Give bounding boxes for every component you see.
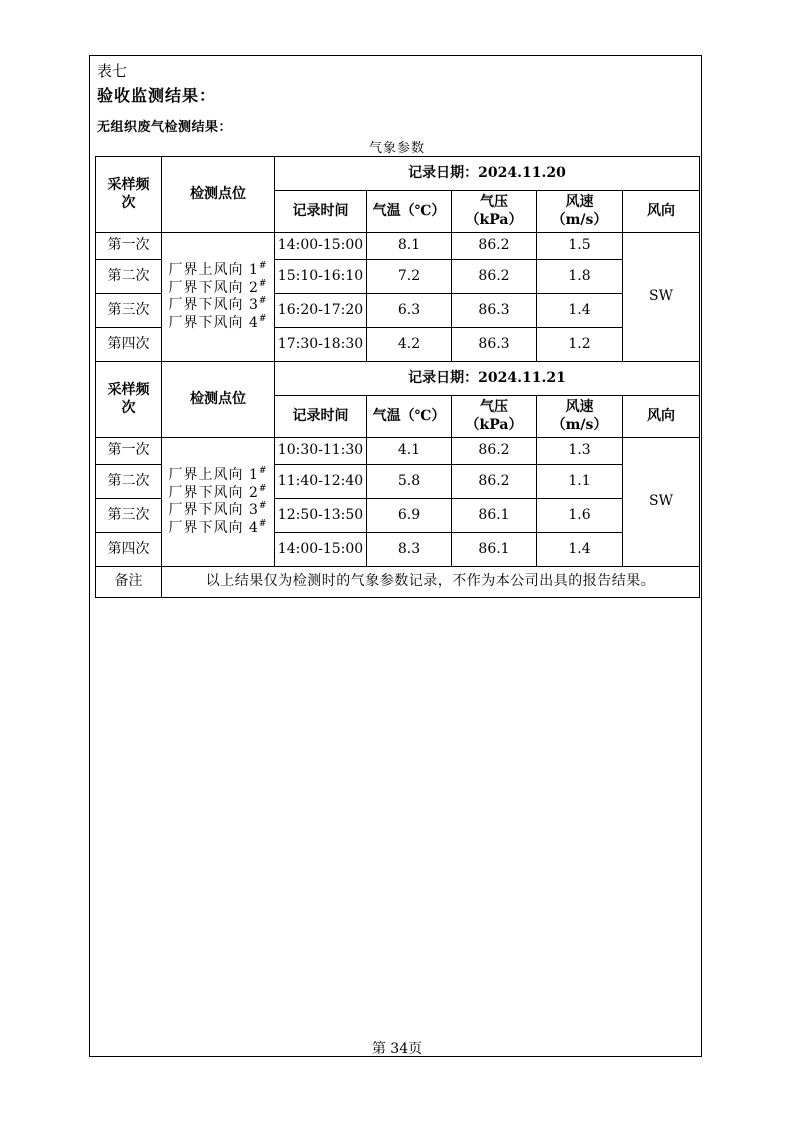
- wind-dir-cell: SW: [623, 233, 700, 362]
- point-mark: #: [258, 313, 268, 324]
- wind-speed-cell: 1.6: [537, 499, 623, 533]
- wind-speed-cell: 1.8: [537, 260, 623, 294]
- temp-header: 气温（℃）: [367, 191, 452, 233]
- temp-header: 气温（℃）: [367, 396, 452, 438]
- point-item: [162, 467, 274, 485]
- temp-cell: 7.2: [367, 260, 452, 294]
- pressure-cell: 86.2: [452, 233, 537, 260]
- freq-cell: 第一次: [96, 438, 162, 465]
- section-title: 验收监测结果：: [97, 86, 217, 105]
- pressure-cell: 86.3: [452, 328, 537, 362]
- freq-cell: 第二次: [96, 260, 162, 294]
- point-mark: #: [258, 483, 268, 494]
- time-cell: 14:00-15:00: [275, 533, 367, 567]
- point-mark: #: [258, 261, 268, 271]
- point-name: 厂界下风向 2: [168, 484, 259, 501]
- point-name: 厂界上风向 1: [168, 467, 259, 483]
- pressure-cell: 86.2: [452, 438, 537, 465]
- freq-cell: 第三次: [96, 294, 162, 328]
- time-header: 记录时间: [275, 191, 367, 233]
- date-header: 记录日期：2024.11.20: [275, 157, 700, 191]
- point-item: [162, 297, 274, 315]
- time-cell: 10:30-11:30: [275, 438, 367, 465]
- pressure-unit: （kPa）: [465, 211, 523, 228]
- time-cell: 14:00-15:00: [275, 233, 367, 260]
- freq-cell: 第二次: [96, 465, 162, 499]
- freq-header: [96, 157, 162, 233]
- weather-table: [95, 156, 700, 598]
- point-item: [162, 502, 274, 520]
- table-number: 表七: [97, 62, 128, 80]
- point-mark: #: [258, 518, 268, 529]
- points-cell: [162, 438, 275, 567]
- pressure-cell: 86.2: [452, 465, 537, 499]
- pressure-cell: 86.1: [452, 533, 537, 567]
- wind-speed-unit: （m/s）: [551, 416, 608, 433]
- wind-speed-cell: 1.5: [537, 233, 623, 260]
- point-mark: #: [258, 296, 268, 306]
- time-cell: 16:20-17:20: [275, 294, 367, 328]
- remark-label: 备注: [96, 567, 162, 598]
- temp-cell: 5.8: [367, 465, 452, 499]
- wind-speed-label: 风速: [565, 399, 594, 415]
- point-item: [162, 315, 274, 333]
- point-header: 检测点位: [162, 157, 275, 233]
- freq-header: [96, 362, 162, 438]
- pressure-cell: 86.2: [452, 260, 537, 294]
- point-mark: #: [258, 466, 268, 476]
- wind-speed-cell: 1.4: [537, 294, 623, 328]
- table-row: [96, 233, 700, 260]
- remark-text: 以上结果仅为检测时的气象参数记录，不作为本公司出具的报告结果。: [162, 567, 700, 598]
- points-cell: [162, 233, 275, 362]
- time-cell: 12:50-13:50: [275, 499, 367, 533]
- header-row: [96, 362, 700, 396]
- temp-cell: 4.2: [367, 328, 452, 362]
- wind-speed-header: [537, 191, 623, 233]
- date-header: 记录日期：2024.11.21: [275, 362, 700, 396]
- temp-cell: 6.3: [367, 294, 452, 328]
- temp-cell: 8.3: [367, 533, 452, 567]
- point-mark: #: [258, 501, 268, 511]
- wind-speed-cell: 1.3: [537, 438, 623, 465]
- wind-speed-cell: 1.2: [537, 328, 623, 362]
- time-cell: 15:10-16:10: [275, 260, 367, 294]
- remark-row: [96, 567, 700, 598]
- pressure-header: [452, 191, 537, 233]
- freq-cell: 第一次: [96, 233, 162, 260]
- point-mark: #: [258, 278, 268, 289]
- point-name: 厂界下风向 2: [168, 279, 259, 296]
- subsection-title: 无组织废气检测结果：: [97, 120, 233, 135]
- pressure-header: [452, 396, 537, 438]
- point-name: 厂界下风向 3: [168, 297, 259, 313]
- temp-cell: 8.1: [367, 233, 452, 260]
- table-caption: 气象参数: [368, 141, 425, 156]
- point-item: [162, 485, 274, 503]
- point-item: [162, 262, 274, 280]
- header-row: [96, 157, 700, 191]
- pressure-label: 气压: [480, 399, 508, 415]
- pressure-cell: 86.3: [452, 294, 537, 328]
- wind-dir-header: 风向: [623, 191, 700, 233]
- time-cell: 11:40-12:40: [275, 465, 367, 499]
- point-item: [162, 520, 274, 538]
- freq-header-label: 采样频次: [107, 382, 150, 416]
- point-name: 厂界下风向 4: [168, 314, 259, 331]
- temp-cell: 4.1: [367, 438, 452, 465]
- freq-header-label: 采样频次: [107, 177, 150, 211]
- wind-speed-unit: （m/s）: [551, 211, 608, 228]
- point-name: 厂界下风向 3: [168, 502, 259, 518]
- wind-speed-label: 风速: [565, 194, 594, 210]
- point-name: 厂界上风向 1: [168, 262, 259, 278]
- point-header: 检测点位: [162, 362, 275, 438]
- time-header: 记录时间: [275, 396, 367, 438]
- pressure-label: 气压: [480, 194, 508, 210]
- wind-speed-header: [537, 396, 623, 438]
- wind-dir-cell: SW: [623, 438, 700, 567]
- time-cell: 17:30-18:30: [275, 328, 367, 362]
- point-name: 厂界下风向 4: [168, 519, 259, 536]
- wind-speed-cell: 1.4: [537, 533, 623, 567]
- pressure-unit: （kPa）: [465, 416, 523, 433]
- freq-cell: 第三次: [96, 499, 162, 533]
- freq-cell: 第四次: [96, 328, 162, 362]
- wind-dir-header: 风向: [623, 396, 700, 438]
- page-footer: 第 34页: [371, 1041, 423, 1057]
- table-row: [96, 438, 700, 465]
- pressure-cell: 86.1: [452, 499, 537, 533]
- temp-cell: 6.9: [367, 499, 452, 533]
- point-item: [162, 280, 274, 298]
- wind-speed-cell: 1.1: [537, 465, 623, 499]
- freq-cell: 第四次: [96, 533, 162, 567]
